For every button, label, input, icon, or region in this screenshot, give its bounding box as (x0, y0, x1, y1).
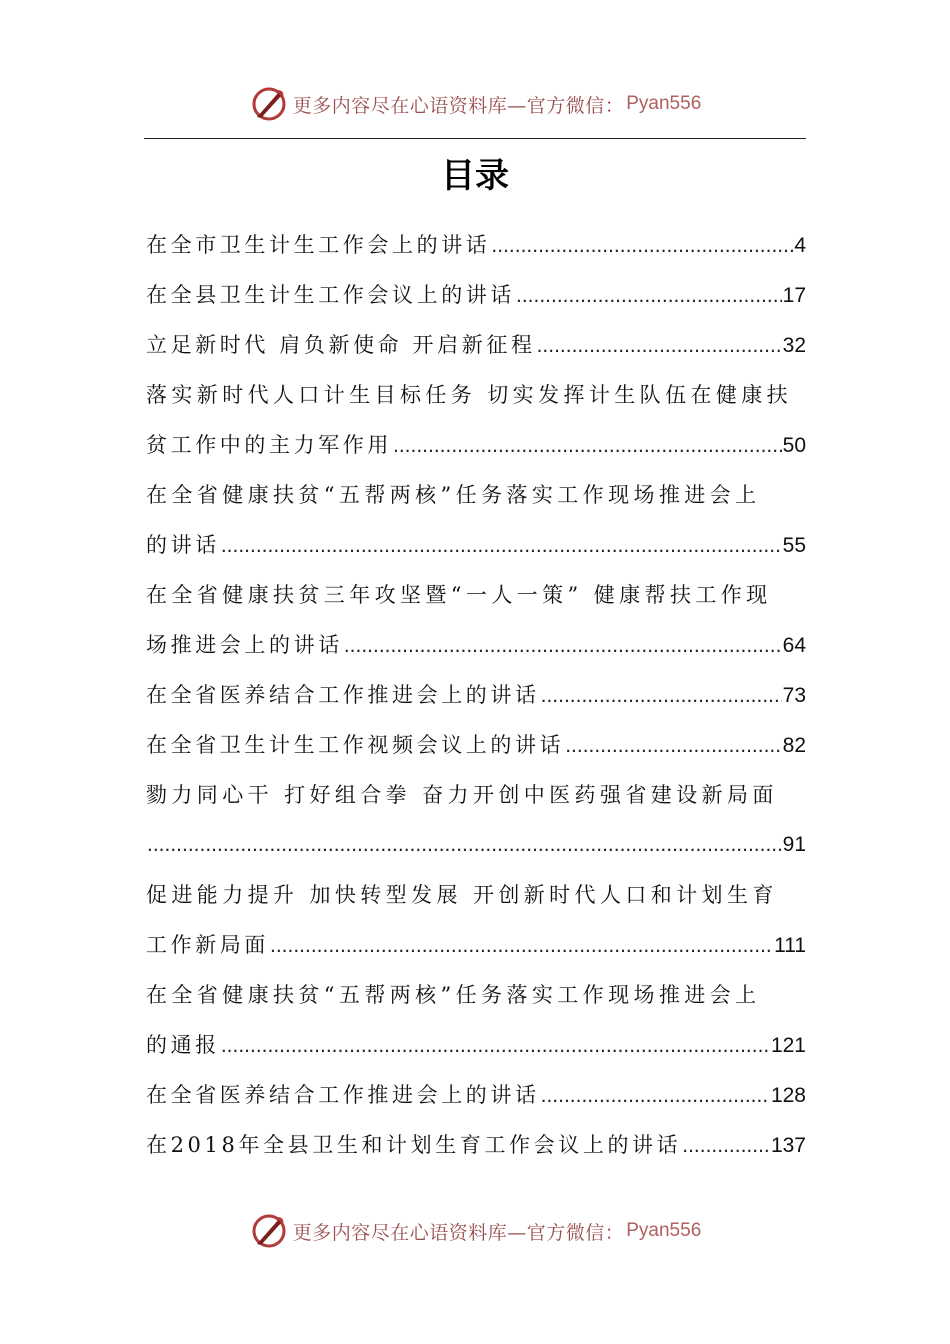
toc-line (146, 370, 806, 420)
toc-line (146, 770, 806, 820)
toc-leader-dots (221, 1021, 770, 1071)
toc-page-number: 55 (782, 534, 806, 557)
toc-entry[interactable] (146, 870, 806, 970)
toc-entry-title: 在全省健康扶贫三年攻坚暨“一人一策” 健康帮扶工作现 (146, 583, 772, 607)
toc-line (146, 870, 806, 920)
toc-entry[interactable] (146, 570, 806, 670)
toc-entry-title: 贫工作中的主力军作用 (146, 433, 392, 457)
toc-leader-dots (221, 521, 782, 571)
toc-entry[interactable] (146, 1120, 806, 1170)
toc-entry[interactable] (146, 720, 806, 770)
toc-entry-title: 在全省卫生计生工作视频会议上的讲话 (146, 733, 565, 757)
toc-entry-title: 在全省健康扶贫“五帮两核”任务落实工作现场推进会上 (146, 483, 761, 507)
toc-entry-title: 在全省医养结合工作推进会上的讲话 (146, 683, 540, 707)
toc-leader-dots (541, 671, 782, 721)
toc-page-number: 32 (782, 334, 806, 357)
toc-entry[interactable] (146, 370, 806, 470)
toc-entry-title: 在全市卫生计生工作会上的讲话 (146, 233, 491, 257)
toc-line (146, 920, 806, 970)
toc-page-number: 128 (770, 1084, 806, 1107)
toc-entry-title: 的讲话 (146, 533, 220, 557)
toc-line (146, 1120, 806, 1170)
toc-entry[interactable] (146, 670, 806, 720)
header-rule (144, 138, 806, 139)
toc-line (146, 320, 806, 370)
toc-entry[interactable] (146, 320, 806, 370)
toc-leader-dots (541, 1071, 770, 1121)
toc-line (146, 720, 806, 770)
toc-entry[interactable] (146, 220, 806, 270)
footer-brand (0, 1211, 950, 1251)
toc-line (146, 820, 806, 870)
toc-line (146, 520, 806, 570)
toc-entry-title: 在全省医养结合工作推进会上的讲话 (146, 1083, 540, 1107)
toc-entry-title: 在全县卫生计生工作会议上的讲话 (146, 283, 515, 307)
toc-line (146, 670, 806, 720)
quill-circle-logo-icon (249, 84, 289, 124)
table-of-contents (146, 220, 806, 1170)
toc-leader-dots (516, 271, 782, 321)
toc-page-number: 73 (782, 684, 806, 707)
toc-entry-title: 的通报 (146, 1033, 220, 1057)
toc-page-number: 91 (782, 833, 806, 856)
toc-entry-title: 在2018年全县卫生和计划生育工作会议上的讲话 (146, 1133, 682, 1157)
page-title: 目录 (441, 156, 509, 196)
toc-line (146, 620, 806, 670)
toc-line (146, 470, 806, 520)
toc-entry-title: 工作新局面 (146, 933, 269, 957)
toc-page-number: 50 (782, 434, 806, 457)
brand-wechat-id: Pyan556 (626, 1220, 702, 1241)
toc-page-number: 64 (782, 634, 806, 657)
toc-page-number: 17 (782, 284, 806, 307)
toc-leader-dots (491, 221, 793, 271)
toc-line (146, 970, 806, 1020)
toc-leader-dots (393, 421, 782, 471)
quill-circle-logo-icon (249, 1211, 289, 1251)
toc-entry[interactable] (146, 270, 806, 320)
toc-line (146, 1020, 806, 1070)
toc-page-number: 4 (794, 234, 806, 257)
toc-leader-dots (565, 721, 781, 771)
toc-entry-title: 立足新时代 肩负新使命 开启新征程 (146, 333, 536, 357)
toc-line (146, 420, 806, 470)
toc-entry-title: 促进能力提升 加快转型发展 开创新时代人口和计划生育 (146, 883, 778, 907)
toc-page-number: 137 (770, 1134, 806, 1157)
toc-entry-title: 在全省健康扶贫“五帮两核”任务落实工作现场推进会上 (146, 983, 761, 1007)
toc-line (146, 1070, 806, 1120)
toc-line (146, 270, 806, 320)
brand-text: 更多内容尽在心语资料库—官方微信： (292, 1221, 625, 1244)
toc-leader-dots (682, 1121, 770, 1171)
toc-entry-title: 落实新时代人口计生目标任务 切实发挥计生队伍在健康扶 (146, 383, 793, 407)
toc-leader-dots (147, 820, 782, 870)
toc-page-number: 111 (774, 934, 806, 957)
toc-entry-title: 勠力同心干 打好组合拳 奋力开创中医药强省建设新局面 (146, 783, 778, 807)
toc-leader-dots (270, 921, 773, 971)
toc-entry[interactable] (146, 1070, 806, 1120)
toc-entry[interactable] (146, 970, 806, 1070)
toc-entry-title: 场推进会上的讲话 (146, 633, 343, 657)
brand-text: 更多内容尽在心语资料库—官方微信： (292, 94, 625, 117)
brand-wechat-id: Pyan556 (626, 93, 702, 114)
toc-entry[interactable] (146, 770, 806, 870)
toc-line (146, 570, 806, 620)
toc-leader-dots (344, 621, 782, 671)
toc-page-number: 82 (782, 734, 806, 757)
toc-page-number: 121 (770, 1034, 806, 1057)
toc-entry[interactable] (146, 470, 806, 570)
header-brand (0, 84, 950, 124)
toc-line (146, 220, 806, 270)
toc-leader-dots (537, 321, 782, 371)
